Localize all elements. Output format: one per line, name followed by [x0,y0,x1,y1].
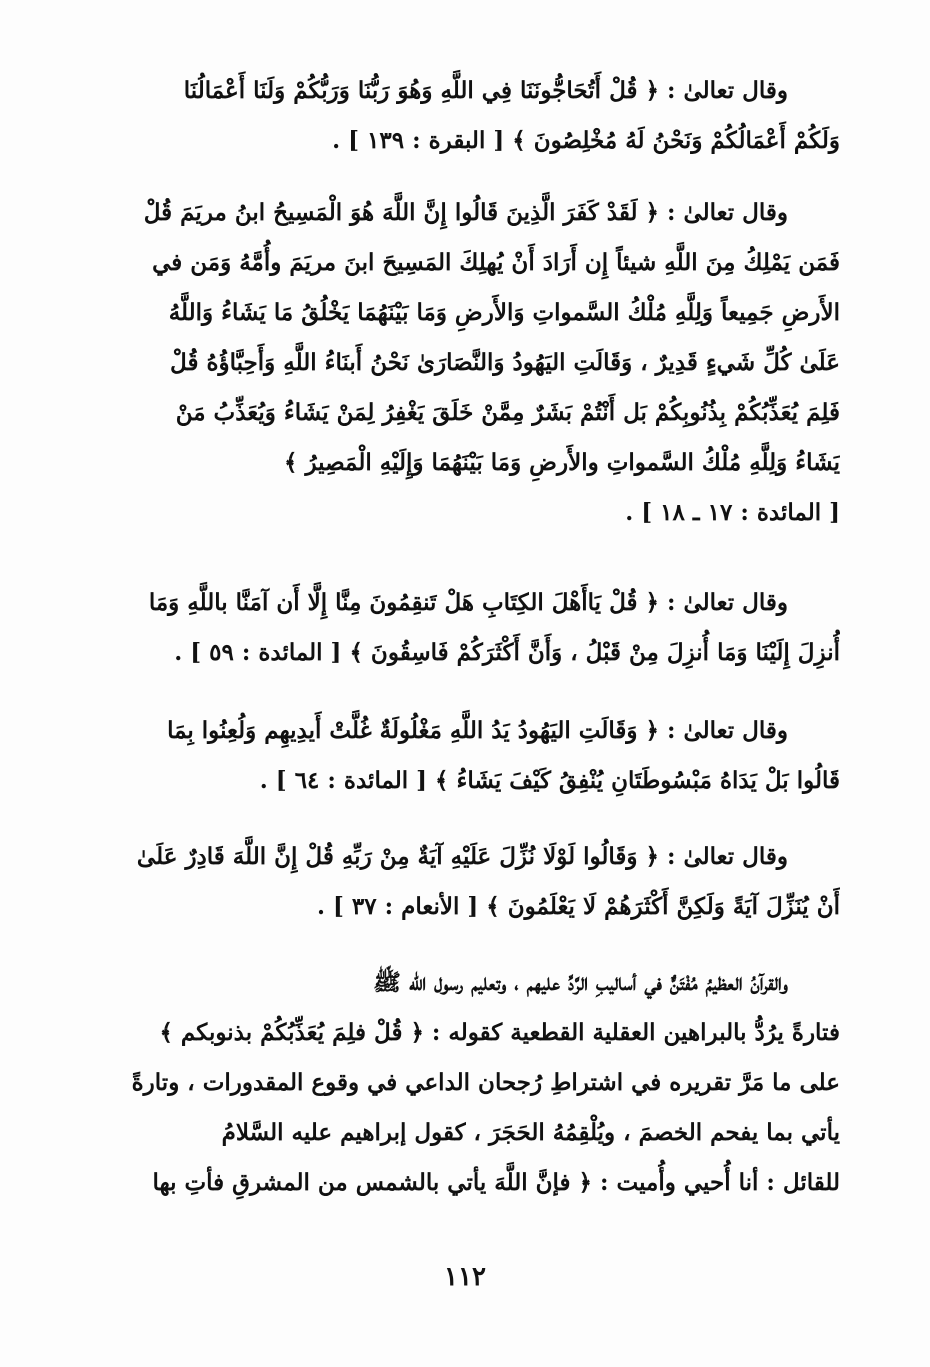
text-line: [ المائدة : ١٧ ـ ١٨ ] . [625,499,840,526]
text-line: وقال تعالىٰ : ﴿ لَقَدْ كَفَرَ الَّذِينَ قَالُوا إِنَّ اللَّهَ هُوَ الْمَسِيحُ ابنُ مريَمَ قُلْ [143,199,788,226]
text-line: أَنْ يُنَزِّلَ آيَةً وَلَكِنَّ أَكْثَرَهُمْ لَا يَعْلَمُونَ ﴾ [ الأنعام : ٣٧ ] . [317,893,840,920]
text-line: على ما مَرَّ تقريره في اشتراطِ رُجحان الداعي في وقوع المقدورات ، وتارةً [131,1069,840,1096]
paragraph-maidah-59 [128,578,840,678]
page-number: ١١٢ [444,1262,486,1292]
text-line: وقال تعالىٰ : ﴿ قُلْ يَاأَهْلَ الكِتَابِ هَلْ تَنقِمُونَ مِنَّا إِلَّا أَن آمَنَّا باللَّهِ وَمَا [148,589,788,616]
text-line: الأَرضِ جَمِيعاً وَلِلَّهِ مُلْكُ السَّمواتِ وَالأَرضِ وَمَا بَيْنَهُمَا يَخْلُقُ مَا يَشَاءُ وَاللَّهُ [168,299,840,326]
text-line: قَالُوا بَلْ يَدَاهُ مَبْسُوطَتَانِ يُنْفِقُ كَيْفَ يَشَاءُ ﴾ [ المائدة : ٦٤ ] . [259,767,840,794]
text-line: أُنزِلَ إِلَيْنَا وَمَا أُنزِلَ مِنْ قَبْلُ ، وَأَنَّ أَكْثَرَكُمْ فَاسِقُونَ ﴾ [ المائدة : ٥٩ ] . [174,639,840,666]
paragraph-baqarah-139 [128,66,840,166]
paragraph-anam-37 [128,832,840,932]
paragraph-quran-refutation [128,958,840,1208]
text-line: فتارةً يرُدُّ بالبراهين العقلية القطعية كقوله : ﴿ قُلْ فلِمَ يُعَذِّبُكُمْ بذنوبكم ﴾ [159,1019,840,1046]
text-line: للقائل : أنا أُحيي وأُميت : ﴿ فإنَّ اللَّهَ يأتي بالشمس من المشرقِ فأتِ بها [152,1169,840,1196]
text-line: يأتي بما يفحم الخصمَ ، ويُلْقِمُهُ الحَجَرَ ، كقول إبراهيم عليه السَّلامُ [221,1119,840,1146]
text-line: وقال تعالىٰ : ﴿ وَقَالُوا لَوْلَا نُزِّلَ عَلَيْهِ آيَةٌ مِنْ رَبِّهِ قُلْ إِنَّ اللَّهَ قَادِرٌ عَلَىٰ [136,843,788,870]
text-line: عَلَىٰ كُلِّ شَيءٍ قَدِيرٌ ، وَقَالَتِ اليَهُودُ وَالنَّصَارَىٰ نَحْنُ أَبنَاءُ اللَّهِ وَأَحِبَّاؤُهُ قُلْ [170,349,840,376]
text-line: فَمَن يَمْلِكُ مِنَ اللَّهِ شيئاً إِن أَرَادَ أَنْ يُهلِكَ المَسِيحَ ابنَ مريَمَ وأُمَّهُ وَمَن في [152,249,840,276]
text-line: فَلِمَ يُعَذِّبُكُمْ بِذُنُوبِكُمْ بَل أَنْتُمْ بَشَرٌ مِمَّنْ خَلَقَ يَغْفِرُ لِمَنْ يَشَاءُ وَيُعَذِّبُ مَنْ [175,399,840,426]
text-line: والقرآنُ العظيمُ مُفْتَنٌّ في أساليبِ الرَّدِّ عليهم ، وتعليم رسول الله ﷺ [373,969,788,996]
text-line: وَلَكُمْ أَعْمَالُكُمْ وَنَحْنُ لَهُ مُخْلِصُونَ ﴾ [ البقرة : ١٣٩ ] . [332,127,840,154]
text-line: وقال تعالىٰ : ﴿ قُلْ أَتُحَاجُّونَنَا فِي اللَّهِ وَهُوَ رَبُّنَا وَرَبُّكُمْ وَلَنَا أَعْمَالُنَا [183,77,788,104]
text-line: يَشَاءُ وَلِلَّهِ مُلْكُ السَّمواتِ والأَرضِ وَمَا بَيْنَهُمَا وَإِلَيْهِ الْمَصِيرُ ﴾ [284,449,840,476]
paragraph-maidah-64 [128,706,840,806]
paragraph-maidah-17-18 [128,188,840,538]
text-line: وقال تعالىٰ : ﴿ وَقَالَتِ اليَهُودُ يَدُ اللَّهِ مَغْلُولَةٌ غُلَّتْ أَيدِيهِم وَلُعِنُوا بِمَا [167,717,788,744]
